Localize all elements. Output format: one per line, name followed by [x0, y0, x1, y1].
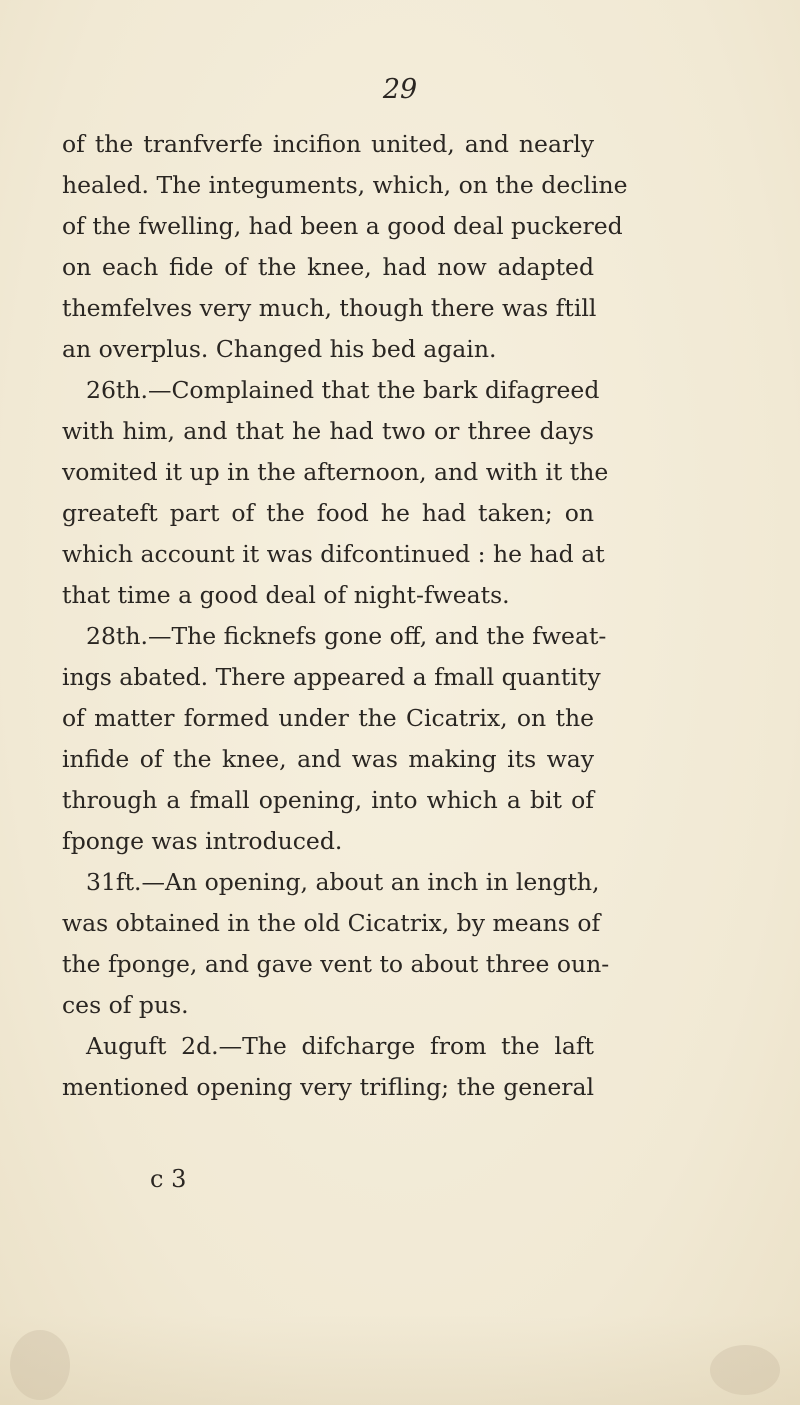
text-line: ces of pus. — [62, 991, 189, 1019]
text-line: of the fwelling, had been a good deal puckered — [62, 212, 623, 240]
text-line: healed. The integuments, which, on the decline — [62, 171, 628, 199]
text-line: vomited it up in the afternoon, and with it the — [62, 458, 609, 486]
text-line: which account it was difcontinued : he had at — [62, 540, 605, 568]
page-edge-discoloration — [0, 1315, 800, 1405]
text-line: was obtained in the old Cicatrix, by means of — [62, 909, 601, 937]
text-line: ings abated. There appeared a fmall quantity — [62, 663, 601, 691]
text-line: fponge was introduced. — [62, 827, 343, 855]
text-line: on each fide of the knee, had now adapted — [62, 253, 594, 281]
page-number: 29 — [382, 74, 418, 105]
text-line: an overplus. Changed his bed again. — [62, 335, 497, 363]
text-line: Auguft 2d.—The difcharge from the laft — [86, 1032, 594, 1060]
text-line: of the tranfverfe incifion united, and nearly — [62, 130, 594, 158]
signature-mark: c 3 — [150, 1165, 187, 1193]
text-line: themfelves very much, though there was ftill — [62, 294, 597, 322]
text-line: infide of the knee, and was making its way — [62, 745, 594, 773]
text-line: that time a good deal of night-fweats. — [62, 581, 510, 609]
text-line: 26th.—Complained that the bark difagreed — [86, 376, 600, 404]
text-line: greateft part of the food he had taken; on — [62, 499, 594, 527]
text-line: through a fmall opening, into which a bit of — [62, 786, 594, 814]
text-line: 28th.—The ficknefs gone off, and the fweat- — [86, 622, 607, 650]
text-line: 31ft.—An opening, about an inch in length, — [86, 868, 600, 896]
text-line: of matter formed under the Cicatrix, on the — [62, 704, 594, 732]
text-line: mentioned opening very trifling; the general — [62, 1073, 594, 1101]
text-line: with him, and that he had two or three days — [62, 417, 594, 445]
text-line: the fponge, and gave vent to about three oun- — [62, 950, 610, 978]
